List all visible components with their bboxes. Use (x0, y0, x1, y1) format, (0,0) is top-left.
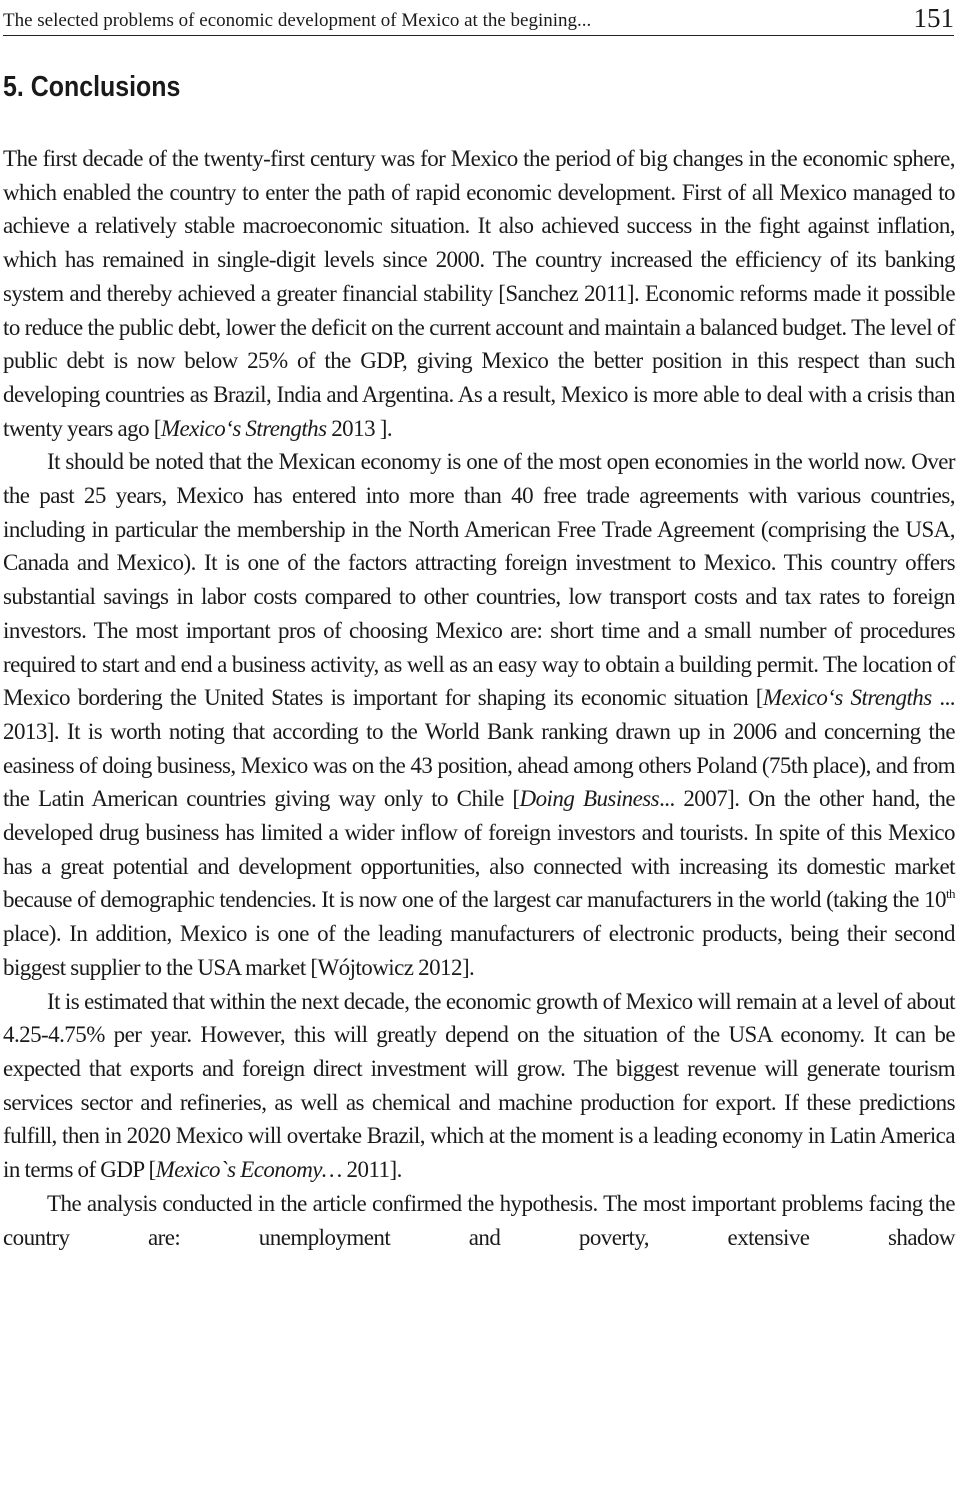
paragraph-4 (3, 1187, 955, 1254)
section-heading: 5. Conclusions (3, 71, 181, 103)
paragraph-3-text-end: 2011]. (341, 1157, 402, 1183)
paragraph-4-text: The analysis conducted in the article confirmed the hypothesis. The most important problems facing the country are: unemployment and poverty, extensive shadow (3, 1190, 955, 1250)
paragraph-2-text-c: ... 2007]. On the other hand, the developed drug business has limited a wider inflow of foreign investors and tourists. In spite of this Mexico has a great potential and development opportunities, also connected with increasing its domestic market because of demographic tendencies. It is now one of the largest car manufacturers in the world (taking the 10 (3, 786, 955, 913)
paragraph-2-text-b: ... 2013]. It is worth noting that according to the World Bank ranking drawn up in 2006 and concerning the easiness of doing business, Mexico was on the 43 position, ahead among others Poland (75th place), and from the Latin American countries giving way only to Chile [ (3, 685, 956, 812)
running-header (3, 2, 954, 36)
superscript-th: th (945, 886, 955, 902)
body-text (3, 142, 955, 1254)
citation-mexicos-economy: Mexico`s Economy… (155, 1157, 342, 1183)
citation-doing-business: Doing Business (519, 786, 660, 812)
paragraph-1-text-end: 2013 ]. (326, 415, 393, 441)
citation-mexicos-strengths: Mexico‘s Strengths (160, 415, 327, 441)
paragraph-1 (3, 142, 955, 445)
paragraph-2-text-d: place). In addition, Mexico is one of the leading manufacturers of electronic products, being their second biggest supplier to the USA market [Wójtowicz 2012]. (3, 921, 955, 980)
paragraph-3 (3, 985, 955, 1187)
page-number: 151 (913, 3, 954, 33)
paragraph-1-text: The first decade of the twenty-first century was for Mexico the period of big changes in the economic sphere, which enabled the country to enter the path of rapid economic development. First of all Mexico managed to achieve a relatively stable macroeconomic situation. It also achieved success in the fight against inflation, which has remained in single-digit levels since 2000. The country increased the efficiency of its banking system and thereby achieved a greater financial stability [Sanchez 2011]. Economic reforms made it possible to reduce the public debt, lower the deficit on the current account and maintain a balanced budget. The level of public debt is now below 25% of the GDP, giving Mexico the better position in this respect than such developing countries as Brazil, India and Argentina. As a result, Mexico is more able to deal with a crisis than twenty years ago [ (3, 146, 955, 441)
running-title: The selected problems of economic development of Mexico at the begining... (3, 10, 592, 31)
paragraph-2 (3, 445, 955, 984)
citation-mexicos-strengths-2: Mexico‘s Strengths (762, 685, 932, 711)
paragraph-3-text: It is estimated that within the next decade, the economic growth of Mexico will remain at a level of about 4.25-4.75% per year. However, this will greatly depend on the situation of the USA economy. It can be expected that exports and foreign direct investment will grow. The biggest revenue will generate tourism services sector and refineries, as well as chemical and machine production for export. If these predictions fulfill, then in 2020 Mexico will overtake Brazil, which at the moment is a leading economy in Latin America in terms of GDP [ (3, 988, 955, 1183)
paragraph-2-text: It should be noted that the Mexican economy is one of the most open economies in the world now. Over the past 25 years, Mexico has entered into more than 40 free trade agreements with various countries, including in particular the membership in the North American Free Trade Agreement (comprising the USA, Canada and Mexico). It is one of the factors attracting foreign investment to Mexico. This country offers substantial savings in labor costs compared to other countries, low transport costs and tax rates to foreign investors. The most important pros of choosing Mexico are: short time and a small number of procedures required to start and end a business activity, as well as an easy way to obtain a building permit. The location of Mexico bordering the United States is important for shaping its economic situation [ (3, 449, 955, 711)
